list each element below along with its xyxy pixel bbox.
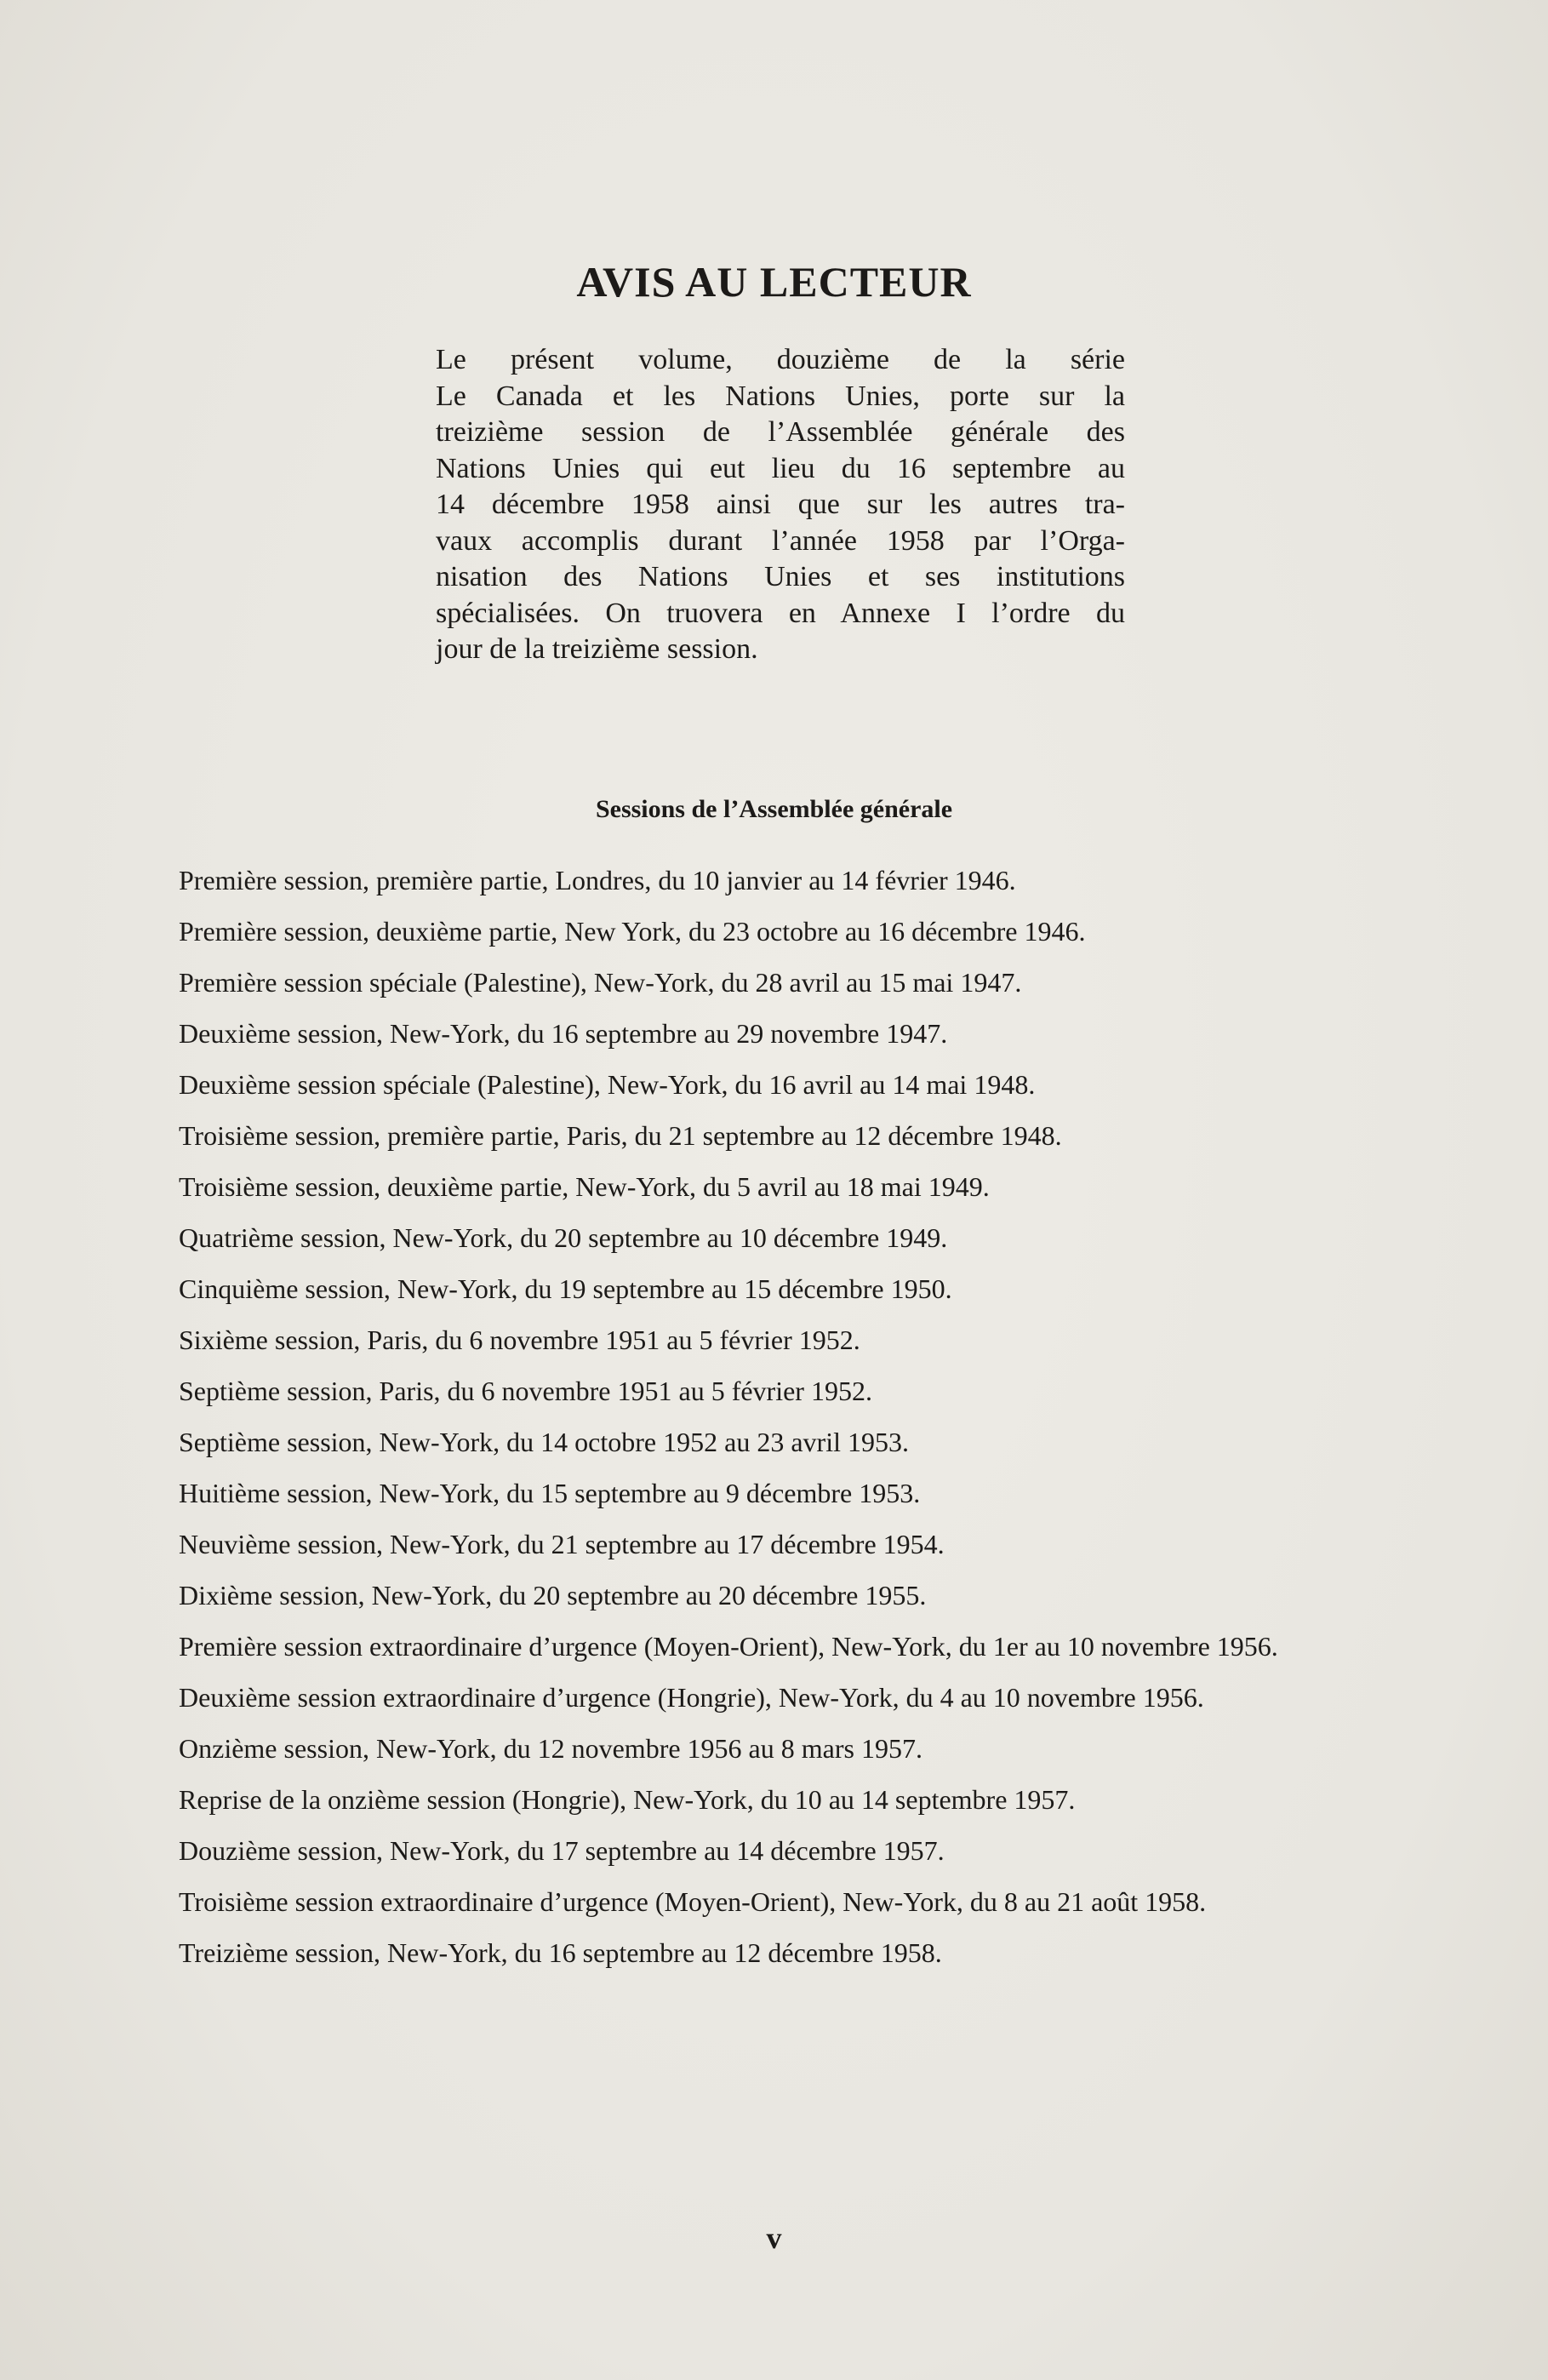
intro-line: 14 décembre 1958 ainsi que sur les autres tra- [436,489,1125,520]
session-item: Troisième session, deuxième partie, New-York, du 5 avril au 18 mai 1949. [179,1171,990,1202]
session-item: Première session extraordinaire d’urgence (Moyen-Orient), New-York, du 1er au 10 novembre 1956. [179,1631,1278,1662]
page-number: v [766,2221,782,2255]
session-item: Deuxième session, New-York, du 16 septembre au 29 novembre 1947. [179,1018,948,1049]
page-title: AVIS AU LECTEUR [576,258,972,306]
session-item: Huitième session, New-York, du 15 septembre au 9 décembre 1953. [179,1478,921,1508]
intro-line: Le présent volume, douzième de la série [436,344,1125,375]
session-item: Quatrième session, New-York, du 20 septembre au 10 décembre 1949. [179,1222,948,1253]
intro-line: Nations Unies qui eut lieu du 16 septembre au [436,452,1125,484]
session-item: Deuxième session extraordinaire d’urgence (Hongrie), New-York, du 4 au 10 novembre 1956. [179,1682,1204,1713]
session-item: Sixième session, Paris, du 6 novembre 1951 au 5 février 1952. [179,1324,860,1355]
intro-line: spécialisées. On truovera en Annexe I l’ordre du [436,597,1125,629]
session-item: Troisième session, première partie, Paris, du 21 septembre au 12 décembre 1948. [179,1120,1062,1151]
sessions-list [179,865,1387,1988]
session-item: Septième session, New-York, du 14 octobre 1952 au 23 avril 1953. [179,1427,909,1457]
intro-line: Le Canada et les Nations Unies, porte sur la [436,380,1125,412]
session-item: Troisième session extraordinaire d’urgence (Moyen-Orient), New-York, du 8 au 21 août 1958. [179,1886,1207,1917]
session-item: Douzième session, New-York, du 17 septembre au 14 décembre 1957. [179,1835,945,1866]
intro-line: jour de la treizième session. [436,633,758,665]
session-item: Onzième session, New-York, du 12 novembre 1956 au 8 mars 1957. [179,1733,923,1764]
session-item: Treizième session, New-York, du 16 septembre au 12 décembre 1958. [179,1937,942,1968]
sessions-heading: Sessions de l’Assemblée générale [595,795,953,823]
session-item: Dixième session, New-York, du 20 septembre au 20 décembre 1955. [179,1580,927,1611]
intro-line: vaux accomplis durant l’année 1958 par l’Orga- [436,524,1125,557]
intro-line: nisation des Nations Unies et ses institutions [436,561,1125,592]
session-item: Reprise de la onzième session (Hongrie), New-York, du 10 au 14 septembre 1957. [179,1784,1076,1815]
intro-line: treizième session de l’Assemblée générale des [436,416,1125,448]
intro-paragraph [436,342,1125,668]
session-item: Neuvième session, New-York, du 21 septembre au 17 décembre 1954. [179,1529,945,1559]
session-item: Première session, première partie, Londres, du 10 janvier au 14 février 1946. [179,865,1016,895]
session-item: Cinquième session, New-York, du 19 septembre au 15 décembre 1950. [179,1273,952,1304]
session-item: Première session, deuxième partie, New York, du 23 octobre au 16 décembre 1946. [179,916,1086,947]
session-item: Première session spéciale (Palestine), New-York, du 28 avril au 15 mai 1947. [179,967,1022,998]
session-item: Septième session, Paris, du 6 novembre 1951 au 5 février 1952. [179,1376,872,1406]
session-item: Deuxième session spéciale (Palestine), New-York, du 16 avril au 14 mai 1948. [179,1069,1036,1100]
